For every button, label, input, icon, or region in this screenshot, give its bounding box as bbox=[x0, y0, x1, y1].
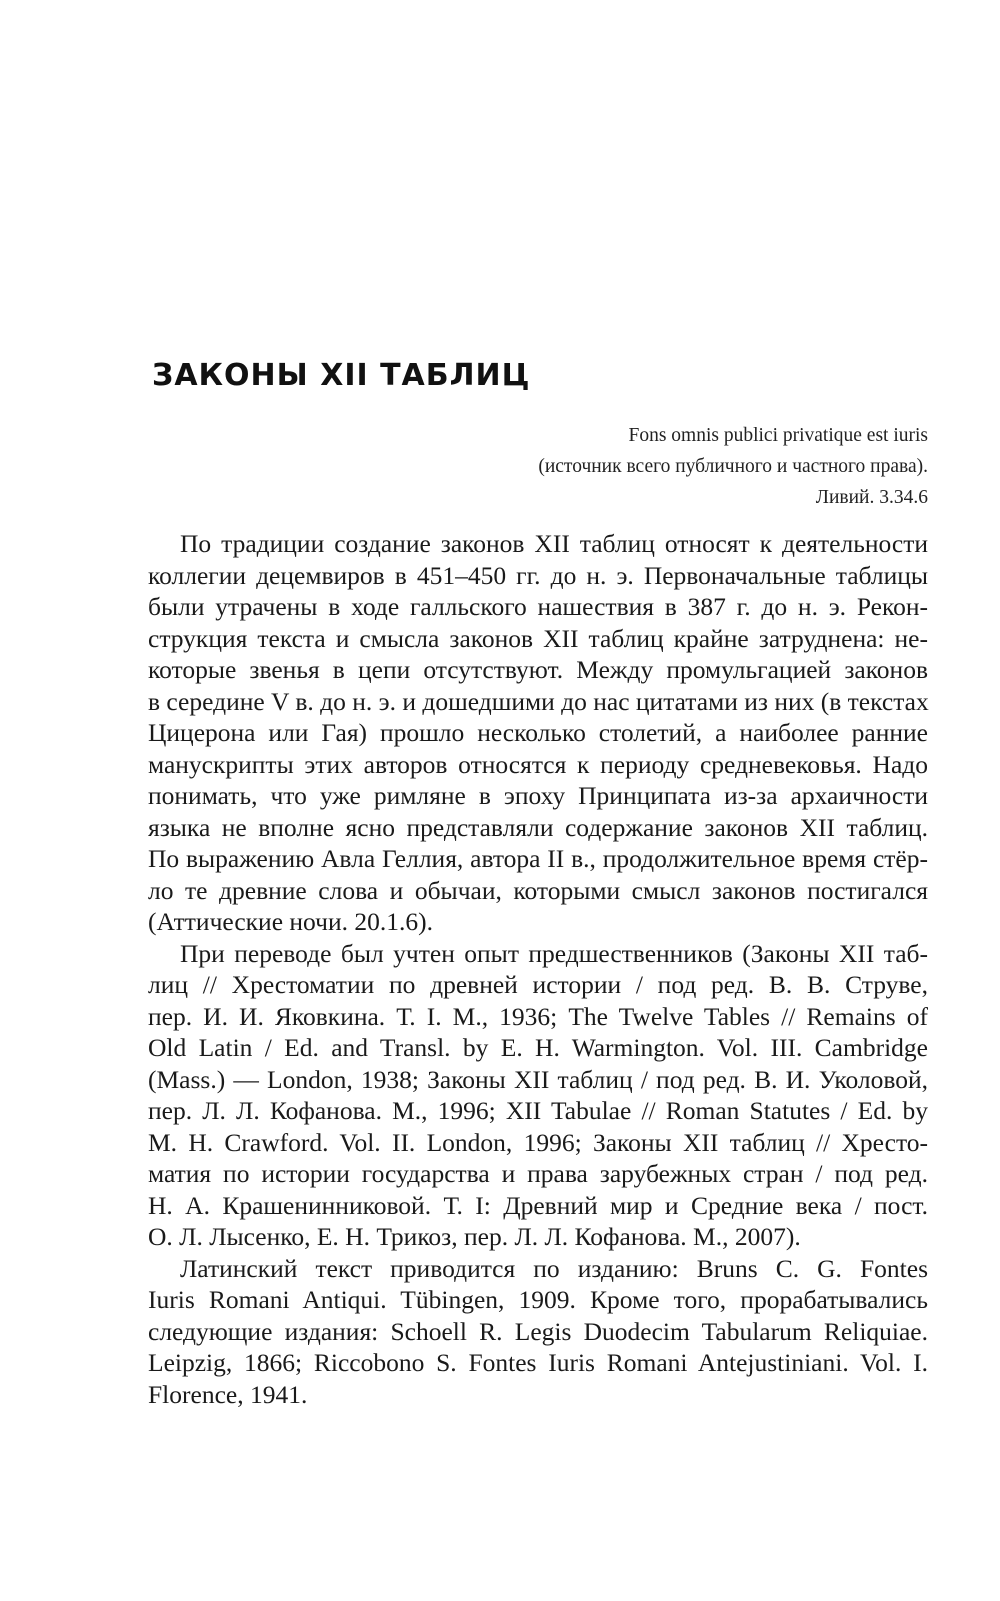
text-line: Florence, 1941. bbox=[148, 1379, 308, 1409]
body-text bbox=[148, 528, 928, 1410]
text-line: Iuris Romani Antiqui. Tübingen, 1909. Кроме того, прорабатывались bbox=[148, 1285, 928, 1314]
text-line: При переводе был учтен опыт предшественников (Законы XII таб- bbox=[180, 938, 928, 968]
epigraph-translation: (источник всего публичного и частного права). bbox=[538, 456, 928, 477]
paragraph-translations bbox=[148, 938, 928, 1253]
epigraph bbox=[538, 420, 928, 513]
text-line: пер. И. И. Яковкина. Т. I. М., 1936; The Twelve Tables // Remains of bbox=[148, 1001, 928, 1031]
text-line: (Mass.) — London, 1938; Законы XII таблиц / под ред. В. И. Уколовой, bbox=[148, 1064, 928, 1094]
text-line: Old Latin / Ed. and Transl. by E. H. Warmington. Vol. III. Cambridge bbox=[148, 1033, 928, 1062]
epigraph-source: Ливий. 3.34.6 bbox=[815, 487, 928, 508]
paragraph-sources bbox=[148, 1253, 928, 1411]
text-line: матия по истории государства и права зарубежных стран / под ред. bbox=[148, 1159, 928, 1188]
text-line: Н. А. Крашенинниковой. Т. I: Древний мир и Средние века / пост. bbox=[148, 1190, 928, 1220]
text-line: Leipzig, 1866; Riccobono S. Fontes Iuris Romani Antejustiniani. Vol. I. bbox=[148, 1348, 928, 1377]
text-line: понимать, что уже римляне в эпоху Принципата из-за архаичности bbox=[148, 781, 928, 810]
text-line: Латинский текст приводится по изданию: Bruns C. G. Fontes bbox=[180, 1253, 928, 1283]
text-line: лиц // Хрестоматии по древней истории / под ред. В. В. Струве, bbox=[148, 970, 928, 999]
text-line: были утрачены в ходе галльского нашествия в 387 г. до н. э. Рекон- bbox=[148, 592, 928, 621]
chapter-title: ЗАКОНЫ XII ТАБЛИЦ bbox=[152, 358, 531, 393]
text-line: Цицерона или Гая) прошло несколько столетий, а наиболее ранние bbox=[148, 718, 928, 747]
text-line: M. H. Crawford. Vol. II. London, 1996; Законы XII таблиц // Хресто- bbox=[148, 1127, 928, 1157]
text-line: ло те древние слова и обычаи, которыми смысл законов постигался bbox=[148, 875, 928, 905]
text-line: струкция текста и смысла законов XII таблиц крайне затруднена: не- bbox=[148, 623, 928, 653]
text-line: которые звенья в цепи отсутствуют. Между промульгацией законов bbox=[148, 655, 928, 684]
text-line: пер. Л. Л. Кофанова. М., 1996; XII Tabulae // Roman Statutes / Ed. by bbox=[148, 1096, 928, 1125]
text-line: в середине V в. до н. э. и дошедшими до нас цитатами из них (в текстах bbox=[148, 686, 929, 716]
text-line: следующие издания: Schoell R. Legis Duodecim Tabularum Reliquiae. bbox=[148, 1316, 928, 1346]
text-line: По выражению Авла Геллия, автора II в., продолжительное время стёр- bbox=[148, 844, 928, 873]
text-line: По традиции создание законов XII таблиц относят к деятельности bbox=[180, 529, 928, 558]
text-line: О. Л. Лысенко, Е. Н. Трикоз, пер. Л. Л. Кофанова. М., 2007). bbox=[148, 1222, 801, 1251]
paragraph-intro bbox=[148, 528, 928, 938]
text-line: (Аттические ночи. 20.1.6). bbox=[148, 907, 433, 936]
text-line: манускрипты этих авторов относятся к периоду средневековья. Надо bbox=[148, 749, 928, 779]
epigraph-latin: Fons omnis publici privatique est iuris bbox=[628, 425, 928, 446]
text-line: языка не вполне ясно представляли содержание законов XII таблиц. bbox=[148, 812, 928, 842]
text-line: коллегии децемвиров в 451–450 гг. до н. э. Первоначальные таблицы bbox=[148, 560, 928, 590]
